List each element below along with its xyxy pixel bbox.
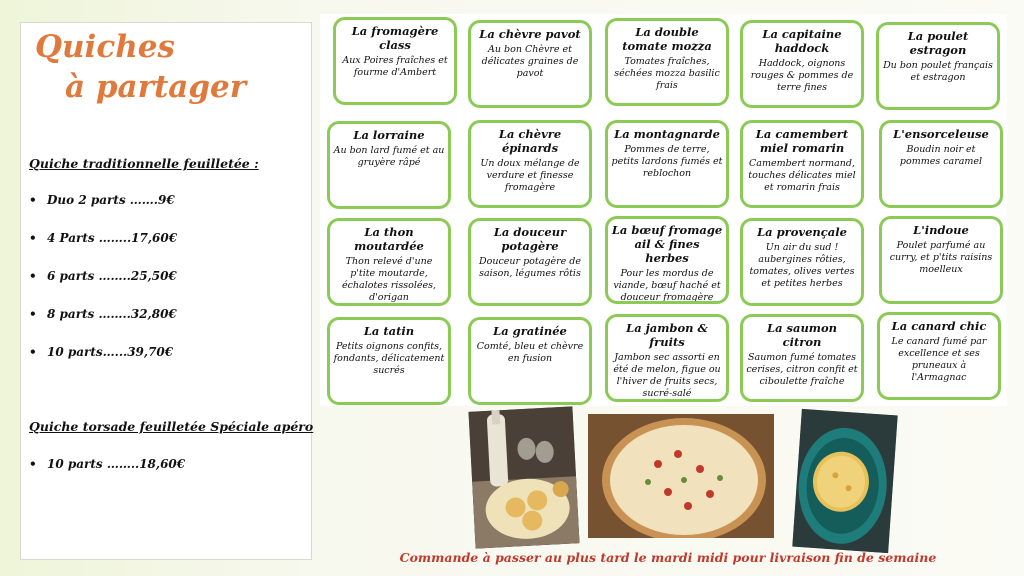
price-list-torsade	[29, 457, 185, 495]
quiche-card: La thon moutardée Thon relevé d'une p'tite moutarde, échalotes rissolées, d'origan	[327, 218, 451, 306]
photo-quiches-wine	[468, 406, 579, 548]
section-traditionnelle-title: Quiche traditionnelle feuilletée :	[29, 156, 259, 171]
quiche-card: La capitaine haddock Haddock, oignons rouges & pommes de terre fines	[740, 20, 864, 108]
photo-large-quiche-image	[588, 414, 774, 538]
section-torsade-title: Quiche torsade feuilletée Spéciale apéro	[29, 419, 314, 434]
price-item: • 4 Parts ……..17,60€	[29, 231, 178, 245]
photo-quiche-plate	[792, 409, 897, 553]
quiche-card: La chèvre pavot Au bon Chèvre et délicates graines de pavot	[468, 20, 592, 108]
price-list-traditionnelle	[29, 193, 177, 383]
quiche-card: La chèvre épinards Un doux mélange de verdure et finesse fromagère	[468, 120, 592, 208]
quiche-card: La camembert miel romarin Camembert normand, touches délicates miel et romarin frais	[740, 120, 864, 208]
title-line-1: Quiches	[35, 29, 175, 65]
quiche-card: La saumon citron Saumon fumé tomates cerises, citron confit et ciboulette fraîche	[740, 314, 864, 402]
quiche-card: La gratinée Comté, bleu et chèvre en fusion	[468, 317, 592, 405]
order-footer-note: Commande à passer au plus tard le mardi midi pour livraison fin de semaine	[399, 550, 937, 565]
photo-large-quiche	[588, 414, 774, 538]
quiche-cards-grid	[320, 14, 1007, 406]
quiche-card: La fromagère class Aux Poires fraîches et fourme d'Ambert	[333, 17, 457, 105]
price-panel	[20, 22, 312, 560]
quiche-card: La double tomate mozza Tomates fraîches, séchées mozza basilic frais	[605, 18, 729, 106]
quiche-card: La poulet estragon Du bon poulet français et estragon	[876, 22, 1000, 110]
price-item: • Duo 2 parts …….9€	[29, 193, 175, 207]
quiche-card: La lorraine Au bon lard fumé et au gruyère râpé	[327, 121, 451, 209]
quiche-card: La canard chic Le canard fumé par excellence et ses pruneaux à l'Armagnac	[877, 312, 1001, 400]
price-item: • 10 parts…...39,70€	[29, 345, 174, 359]
quiche-card: La montagnarde Pommes de terre, petits lardons fumés et reblochon	[605, 120, 729, 208]
price-item: • 10 parts ……..18,60€	[29, 457, 186, 471]
quiche-card: La douceur potagère Douceur potagère de saison, légumes rôtis	[468, 218, 592, 306]
quiche-card: L'ensorceleuse Boudin noir et pommes caramel	[879, 120, 1003, 208]
quiche-card: La jambon & fruits Jambon sec assorti en été de melon, figue ou l'hiver de fruits secs, sucré-salé	[605, 314, 729, 402]
title-line-2: à partager	[65, 69, 247, 105]
photo-quiche-plate-image	[792, 409, 897, 553]
price-item: • 6 parts ……..25,50€	[29, 269, 177, 283]
quiche-card: La tatin Petits oignons confits, fondants, délicatement sucrés	[327, 317, 451, 405]
photo-quiches-wine-image	[468, 406, 579, 548]
price-item: • 8 parts ……..32,80€	[29, 307, 177, 321]
quiche-card: L'indoue Poulet parfumé au curry, et p'tits raisins moelleux	[879, 216, 1003, 304]
quiche-card: La bœuf fromage ail & fines herbes Pour les mordus de viande, bœuf haché et douceur fromagère	[605, 216, 729, 304]
quiche-card: La provençale Un air du sud ! aubergines rôties, tomates, olives vertes et petites herbes	[740, 218, 864, 306]
